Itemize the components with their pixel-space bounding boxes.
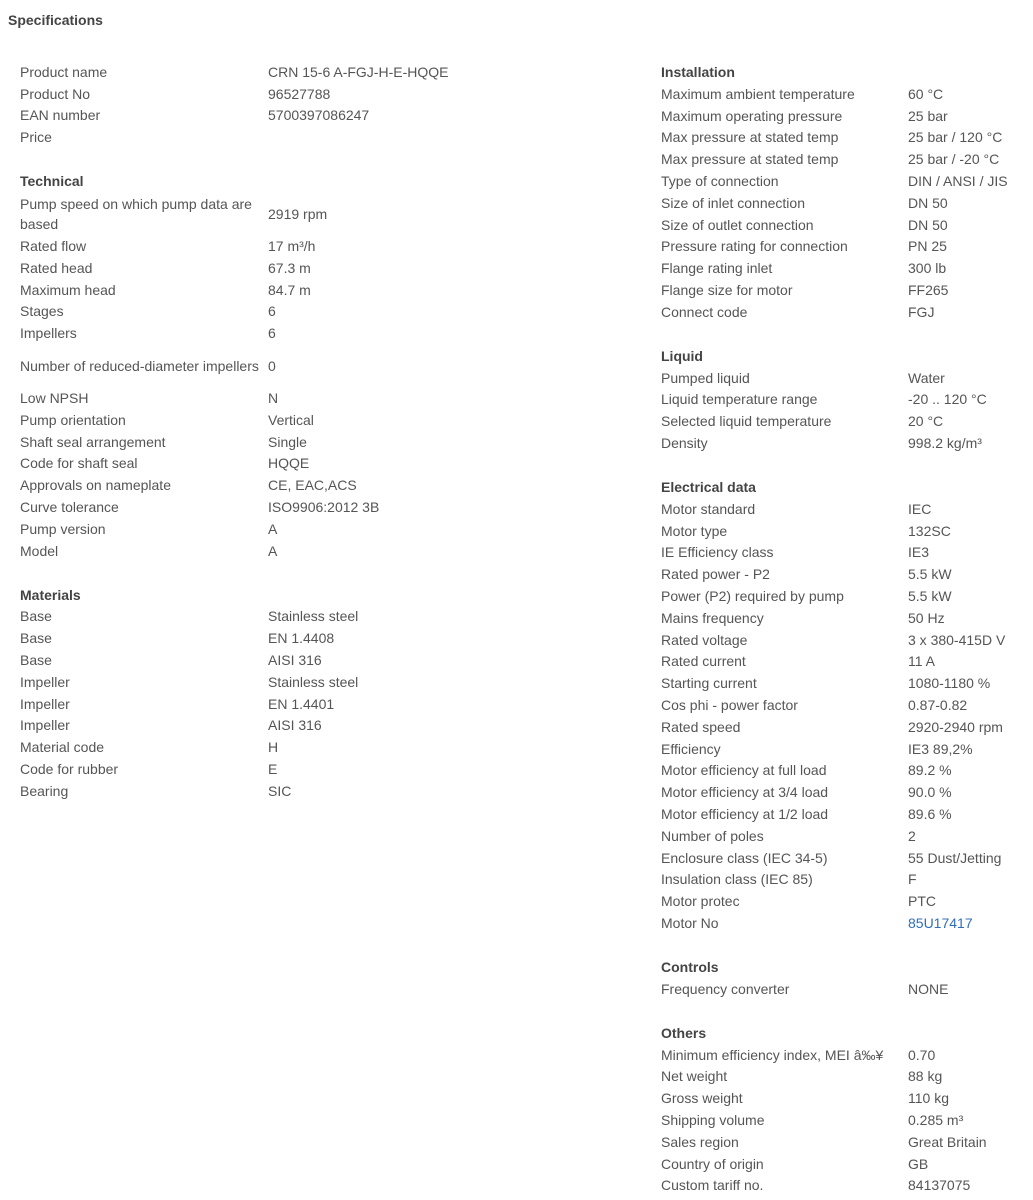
spec-label: Liquid temperature range [661,391,818,408]
spec-row [20,83,620,105]
spec-label: Maximum operating pressure [661,107,843,124]
spec-row [661,432,1033,454]
spec-row [20,105,620,127]
spec-label: Size of outlet connection [661,216,814,233]
spec-label: Pressure rating for connection [661,238,848,255]
spec-row [661,847,1033,869]
spec-value: SIC [268,782,292,799]
spec-label: Motor standard [661,500,756,517]
spec-row [20,126,620,148]
spec-label: Size of inlet connection [661,194,805,211]
spec-row [20,758,620,780]
spec-value: 25 bar / 120 °C [908,129,1003,146]
spec-label: Flange size for motor [661,282,793,299]
spec-label: Shipping volume [661,1111,765,1128]
spec-value: 132SC [908,522,951,539]
spec-value: EN 1.4401 [268,695,335,712]
spec-label: Rated current [661,653,746,670]
spec-section-others [661,1022,1033,1197]
spec-value: 0.87-0.82 [908,697,968,714]
spec-value: DN 50 [908,194,948,211]
spec-value: Stainless steel [268,608,359,625]
spec-value: PN 25 [908,238,947,255]
spec-label: Motor efficiency at 3/4 load [661,784,829,801]
spec-row [661,607,1033,629]
spec-value: 6 [268,303,276,320]
spec-label: Net weight [661,1068,728,1085]
spec-row [20,322,620,344]
motor-number-link[interactable]: 85U17417 [908,914,973,931]
spec-label: Impeller [20,673,70,690]
spec-row [20,627,620,649]
spec-row [20,671,620,693]
spec-value: Stainless steel [268,673,359,690]
spec-value: IE3 89,2% [908,740,973,757]
spec-value: DN 50 [908,216,948,233]
spec-row [661,869,1033,891]
spec-label: Sales region [661,1133,739,1150]
spec-value: EN 1.4408 [268,630,335,647]
spec-value: AISI 316 [268,652,322,669]
spec-value: 110 kg [908,1090,949,1107]
spec-value: 25 bar / -20 °C [908,151,1000,168]
spec-value: H [268,739,279,756]
spec-value: Water [908,369,945,386]
spec-value: 88 kg [908,1068,943,1085]
section-title: Controls [661,958,719,975]
spec-value: 5.5 kW [908,588,952,605]
spec-label: Pump speed on which pump data are based [20,195,252,232]
spec-row [20,518,620,540]
spec-value: 3 x 380-415D V [908,631,1006,648]
spec-value: IE3 [908,544,930,561]
spec-value: 89.6 % [908,806,952,822]
spec-value: Vertical [268,411,314,428]
spec-label: Product name [20,63,108,80]
spec-label: Number of reduced-diameter impellers [20,357,259,374]
spec-label: Motor efficiency at full load [661,762,827,779]
spec-value: 25 bar [908,107,948,124]
spec-row [20,279,620,301]
spec-row [661,1174,1033,1196]
spec-section-installation [661,61,1033,323]
spec-value: A [268,520,278,537]
spec-value: 55 Dust/Jetting [908,849,1002,866]
spec-label: Motor efficiency at 1/2 load [661,806,829,822]
spec-row [661,629,1033,651]
spec-row [661,651,1033,673]
spec-row [661,978,1033,1000]
spec-label: Enclosure class (IEC 34-5) [661,849,828,866]
spec-row [20,301,620,323]
spec-label: Impeller [20,695,70,712]
spec-label: Code for rubber [20,761,119,778]
spec-row [20,453,620,475]
spec-row [661,781,1033,803]
spec-label: Stages [20,303,64,320]
spec-row [20,257,620,279]
spec-row [661,912,1033,934]
spec-value: 6 [268,325,276,342]
spec-label: Product No [20,85,91,102]
spec-value: Great Britain [908,1133,987,1150]
spec-row [661,1044,1033,1066]
spec-label: Motor No [661,914,719,931]
spec-value: GB [908,1155,929,1172]
spec-row [661,105,1033,127]
spec-value: 0.285 m³ [908,1111,964,1128]
spec-value: 67.3 m [268,259,311,276]
spec-row [20,235,620,257]
spec-label: Maximum ambient temperature [661,85,855,102]
spec-label: Material code [20,739,105,756]
spec-label: Maximum head [20,281,116,298]
spec-label: Gross weight [661,1090,743,1107]
spec-label: Low NPSH [20,390,89,407]
spec-row [20,496,620,518]
spec-row [661,1087,1033,1109]
spec-label: Starting current [661,675,757,692]
spec-row [661,716,1033,738]
spec-section-controls [661,956,1033,1000]
spec-value: 2919 rpm [268,205,328,222]
spec-label: Shaft seal arrangement [20,433,166,450]
spec-row [661,279,1033,301]
spec-label: Price [20,129,52,146]
spec-value: -20 .. 120 °C [908,391,987,408]
spec-row [661,214,1033,236]
spec-value: 60 °C [908,85,944,102]
section-title: Others [661,1024,707,1041]
spec-value: CRN 15-6 A-FGJ-H-E-HQQE [268,63,449,80]
spec-row [20,540,620,562]
spec-row [661,803,1033,825]
spec-label: Base [20,652,52,669]
spec-label: Max pressure at stated temp [661,151,839,168]
spec-label: IE Efficiency class [661,544,774,561]
spec-label: Density [661,435,708,452]
spec-row [20,431,620,453]
spec-row [20,344,620,387]
spec-label: Country of origin [661,1155,764,1172]
spec-value: F [908,871,917,888]
spec-value: 90.0 % [908,784,952,801]
spec-value: 300 lb [908,260,947,277]
spec-row [661,170,1033,192]
spec-label: Model [20,542,59,559]
section-title: Technical [20,173,84,190]
spec-label: Impellers [20,325,77,342]
section-title: Liquid [661,347,703,364]
section-title: Materials [20,586,81,603]
spec-row [661,520,1033,542]
spec-value: 84.7 m [268,281,311,298]
spec-row [20,474,620,496]
spec-value: 20 °C [908,413,944,430]
spec-value: 0 [268,357,276,374]
left-spec-column [20,61,620,802]
spec-label: Rated power - P2 [661,566,770,583]
spec-label: EAN number [20,107,101,124]
spec-row [20,192,620,235]
spec-label: Rated speed [661,718,741,735]
spec-row [661,825,1033,847]
spec-label: Frequency converter [661,980,790,997]
spec-value: 84137075 [908,1177,971,1194]
spec-row [661,542,1033,564]
spec-value: A [268,542,278,559]
spec-label: Power (P2) required by pump [661,588,844,605]
spec-label: Motor protec [661,893,740,910]
spec-label: Base [20,630,52,647]
spec-row [661,760,1033,782]
spec-row [20,409,620,431]
spec-value: CE, EAC,ACS [268,477,357,494]
spec-label: Curve tolerance [20,499,119,516]
spec-section-technical [20,170,620,561]
spec-label: Number of poles [661,827,764,844]
spec-label: Efficiency [661,740,721,757]
spec-label: Pump orientation [20,411,126,428]
right-spec-column [661,61,1033,1196]
spec-value: 2920-2940 rpm [908,718,1003,735]
spec-value: PTC [908,893,936,910]
spec-label: Pump version [20,520,106,537]
spec-row [20,715,620,737]
spec-value: 11 A [908,653,935,670]
spec-label: Flange rating inlet [661,260,773,277]
spec-row [661,257,1033,279]
spec-row [661,890,1033,912]
spec-row [661,389,1033,411]
spec-row [661,83,1033,105]
spec-label: Selected liquid temperature [661,413,832,430]
spec-label: Cos phi - power factor [661,697,798,714]
spec-value: N [268,390,279,407]
spec-row [661,498,1033,520]
spec-section-liquid [661,345,1033,454]
spec-label: Rated head [20,259,93,276]
spec-value: ISO9906:2012 3B [268,499,380,516]
spec-value: FGJ [908,303,935,320]
spec-row [661,236,1033,258]
spec-value: 5.5 kW [908,566,952,583]
spec-label: Insulation class (IEC 85) [661,871,813,888]
section-title: Electrical data [661,478,756,495]
spec-label: Pumped liquid [661,369,750,386]
spec-label: Custom tariff no. [661,1177,764,1194]
spec-value: 96527788 [268,85,331,102]
spec-label: Code for shaft seal [20,455,138,472]
spec-label: Base [20,608,52,625]
spec-row [20,780,620,802]
spec-value: AISI 316 [268,717,322,734]
spec-label: Type of connection [661,173,779,190]
spec-label: Minimum efficiency index, MEI â‰¥ [661,1046,884,1063]
spec-row [661,148,1033,170]
spec-section-general [20,61,620,148]
spec-value: HQQE [268,455,310,472]
spec-row [20,736,620,758]
spec-row [661,192,1033,214]
spec-row [20,606,620,628]
section-title: Installation [661,64,735,80]
spec-row [661,694,1033,716]
spec-row [20,61,620,83]
spec-row [661,563,1033,585]
spec-label: Bearing [20,782,69,799]
spec-value: 5700397086247 [268,107,370,124]
spec-value: 17 m³/h [268,238,316,255]
spec-value: 2 [908,827,916,844]
spec-section-electrical-data [661,476,1033,934]
spec-label: Max pressure at stated temp [661,129,839,146]
spec-value: E [268,761,278,778]
spec-value: 89.2 % [908,762,952,779]
spec-row [661,301,1033,323]
spec-value: FF265 [908,282,949,299]
page-title: Specifications [8,12,103,28]
spec-value: 998.2 kg/m³ [908,435,982,452]
spec-row [661,367,1033,389]
spec-value: Single [268,433,307,450]
spec-row [661,1109,1033,1131]
spec-value: DIN / ANSI / JIS [908,173,1008,190]
spec-row [20,693,620,715]
spec-label: Connect code [661,303,748,320]
spec-label: Motor type [661,522,728,539]
spec-label: Rated voltage [661,631,748,648]
spec-label: Rated flow [20,238,87,255]
spec-row [661,1153,1033,1175]
spec-value: NONE [908,980,949,997]
spec-label: Impeller [20,717,70,734]
spec-row [661,738,1033,760]
spec-row [661,1065,1033,1087]
spec-value: IEC [908,500,932,517]
spec-value: 0.70 [908,1046,936,1063]
spec-row [661,410,1033,432]
spec-label: Mains frequency [661,609,764,626]
spec-value: 50 Hz [908,609,945,626]
spec-row [661,672,1033,694]
spec-row [661,127,1033,149]
spec-row [20,387,620,409]
spec-section-materials [20,584,620,802]
spec-row [20,649,620,671]
spec-label: Approvals on nameplate [20,477,171,494]
spec-row [661,585,1033,607]
spec-value: 1080-1180 % [908,675,991,692]
spec-row [661,1131,1033,1153]
